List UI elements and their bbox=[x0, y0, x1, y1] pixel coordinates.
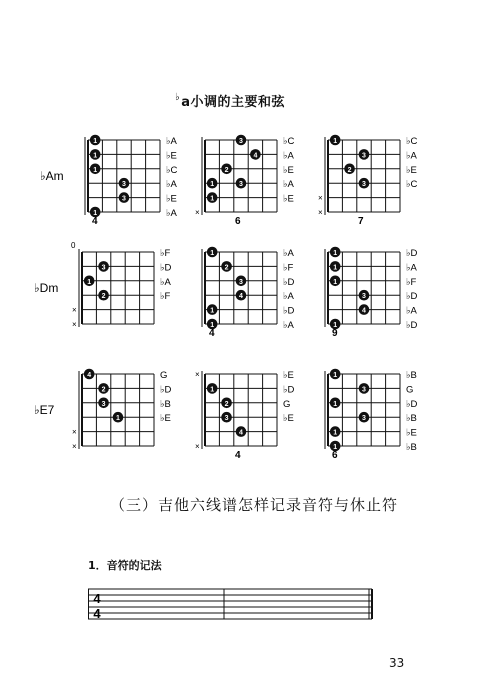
finger-number: 3 bbox=[122, 195, 126, 203]
fret-number: 4 bbox=[209, 328, 215, 339]
subheading: 1．音符的记法 bbox=[88, 559, 162, 572]
note-label: ♭C bbox=[406, 179, 418, 191]
finger-number: 1 bbox=[333, 400, 338, 408]
finger-number: 2 bbox=[101, 386, 106, 394]
muted-string-mark: × bbox=[195, 208, 200, 217]
muted-string-mark: × bbox=[72, 442, 77, 451]
note-label: ♭C bbox=[406, 136, 418, 147]
fret-number: 7 bbox=[358, 216, 364, 227]
note-label: ♭A bbox=[283, 179, 294, 191]
finger-number: 1 bbox=[210, 181, 215, 189]
note-label: ♭A bbox=[406, 262, 417, 274]
finger-number: 1 bbox=[333, 444, 338, 451]
finger-number: 1 bbox=[93, 152, 98, 160]
note-label: ♭A bbox=[283, 291, 294, 303]
note-label: ♭E bbox=[283, 370, 294, 381]
finger-number: 4 bbox=[239, 429, 243, 437]
finger-number: 1 bbox=[210, 322, 215, 329]
muted-string-mark: × bbox=[318, 193, 323, 203]
note-label: ♭D bbox=[160, 384, 172, 396]
note-label: G bbox=[160, 370, 168, 381]
chord-diagram bbox=[34, 241, 171, 329]
chord-diagram bbox=[318, 135, 417, 227]
note-label: ♭E bbox=[160, 413, 171, 425]
note-label: ♭D bbox=[406, 320, 418, 331]
finger-number: 1 bbox=[333, 278, 338, 286]
finger-number: 3 bbox=[362, 293, 366, 301]
note-label: ♭D bbox=[406, 398, 418, 410]
chord-name: ♭Dm bbox=[34, 281, 59, 295]
muted-string-mark: × bbox=[72, 427, 77, 437]
fret-number: 4 bbox=[235, 450, 241, 461]
fret-number: 4 bbox=[92, 216, 98, 227]
note-label: ♭E bbox=[166, 150, 177, 162]
finger-number: 1 bbox=[210, 307, 215, 315]
note-label: G bbox=[283, 398, 291, 410]
note-label: ♭A bbox=[283, 320, 294, 331]
muted-string-mark: × bbox=[318, 208, 323, 217]
note-label: ♭E bbox=[283, 193, 294, 205]
finger-number: 3 bbox=[239, 278, 243, 286]
note-label: ♭A bbox=[166, 136, 177, 147]
muted-string-mark: × bbox=[195, 442, 200, 451]
note-label: ♭A bbox=[406, 150, 417, 162]
finger-number: 4 bbox=[87, 372, 92, 379]
note-label: ♭B bbox=[160, 398, 171, 410]
finger-number: 1 bbox=[333, 372, 338, 379]
note-label: ♭F bbox=[160, 248, 171, 259]
finger-number: 1 bbox=[93, 166, 98, 174]
finger-number: 4 bbox=[239, 293, 243, 301]
finger-number: 3 bbox=[239, 138, 243, 145]
note-label: ♭F bbox=[406, 276, 417, 288]
chord-diagram bbox=[34, 369, 171, 451]
chord-name: ♭E7 bbox=[34, 403, 55, 417]
finger-number: 2 bbox=[224, 264, 229, 272]
note-label: ♭D bbox=[160, 262, 172, 274]
note-label: ♭A bbox=[166, 179, 177, 191]
note-label: ♭E bbox=[283, 164, 294, 176]
note-label: ♭E bbox=[406, 427, 417, 439]
finger-number: 1 bbox=[210, 195, 215, 203]
finger-number: 3 bbox=[122, 181, 126, 189]
finger-number: 3 bbox=[101, 264, 106, 272]
fret-number: 6 bbox=[235, 216, 241, 227]
note-label: ♭A bbox=[283, 248, 294, 259]
finger-number: 2 bbox=[224, 400, 229, 408]
time-signature-bottom: 4 bbox=[93, 606, 101, 621]
note-label: ♭D bbox=[283, 276, 295, 288]
note-label: ♭A bbox=[283, 150, 294, 162]
page-number: 33 bbox=[389, 656, 405, 670]
chord-diagram bbox=[195, 135, 294, 227]
finger-number: 1 bbox=[210, 386, 215, 394]
finger-number: 2 bbox=[101, 293, 106, 301]
note-label: ♭E bbox=[166, 193, 177, 205]
open-string-mark: 0 bbox=[71, 241, 76, 250]
note-label: ♭A bbox=[166, 208, 177, 219]
finger-number: 3 bbox=[101, 400, 106, 408]
section-heading: （三）吉他六线谱怎样记录音符与休止符 bbox=[110, 496, 399, 514]
finger-number: 2 bbox=[224, 166, 229, 174]
chord-name: ♭Am bbox=[40, 169, 64, 183]
tab-staff bbox=[88, 585, 378, 625]
note-label: ♭D bbox=[406, 291, 418, 303]
note-label: ♭D bbox=[406, 248, 418, 259]
finger-number: 1 bbox=[333, 264, 338, 272]
page-title: ♭a小调的主要和弦 bbox=[175, 92, 285, 110]
finger-number: 1 bbox=[210, 250, 215, 257]
finger-number: 3 bbox=[239, 181, 243, 189]
note-label: ♭B bbox=[406, 370, 417, 381]
finger-number: 3 bbox=[224, 415, 229, 423]
finger-number: 4 bbox=[253, 152, 258, 160]
finger-number: 2 bbox=[347, 166, 352, 174]
note-label: ♭D bbox=[283, 305, 295, 317]
finger-number: 3 bbox=[362, 152, 366, 160]
note-label: G bbox=[406, 384, 414, 396]
note-label: ♭C bbox=[283, 136, 295, 147]
finger-number: 1 bbox=[93, 138, 98, 145]
finger-number: 4 bbox=[362, 307, 366, 315]
note-label: ♭B bbox=[406, 413, 417, 425]
finger-number: 1 bbox=[333, 138, 338, 145]
fret-number: 6 bbox=[332, 450, 338, 461]
finger-number: 1 bbox=[93, 210, 98, 217]
note-label: ♭E bbox=[283, 413, 294, 425]
time-signature-top: 4 bbox=[93, 591, 101, 606]
note-label: ♭E bbox=[406, 164, 417, 176]
muted-string-mark: × bbox=[72, 305, 77, 315]
finger-number: 3 bbox=[362, 415, 366, 423]
finger-number: 1 bbox=[116, 415, 120, 423]
note-label: ♭F bbox=[160, 291, 171, 303]
chord-diagram bbox=[40, 135, 177, 227]
chord-diagram bbox=[325, 247, 417, 339]
note-label: ♭A bbox=[406, 305, 417, 317]
finger-number: 1 bbox=[333, 429, 338, 437]
finger-number: 1 bbox=[87, 278, 92, 286]
finger-number: 1 bbox=[333, 322, 338, 329]
chord-diagram bbox=[202, 247, 294, 339]
fret-number: 9 bbox=[332, 328, 338, 339]
chord-diagram bbox=[325, 369, 417, 461]
note-label: ♭C bbox=[166, 164, 178, 176]
finger-number: 3 bbox=[362, 181, 366, 189]
finger-number: 1 bbox=[333, 250, 338, 257]
note-label: ♭B bbox=[406, 442, 417, 453]
finger-number: 3 bbox=[362, 386, 366, 394]
note-label: ♭F bbox=[283, 262, 294, 274]
chord-diagram bbox=[195, 370, 294, 461]
note-label: ♭A bbox=[160, 276, 171, 288]
muted-string-mark: × bbox=[195, 370, 200, 379]
note-label: ♭D bbox=[283, 384, 295, 396]
muted-string-mark: × bbox=[72, 320, 77, 329]
